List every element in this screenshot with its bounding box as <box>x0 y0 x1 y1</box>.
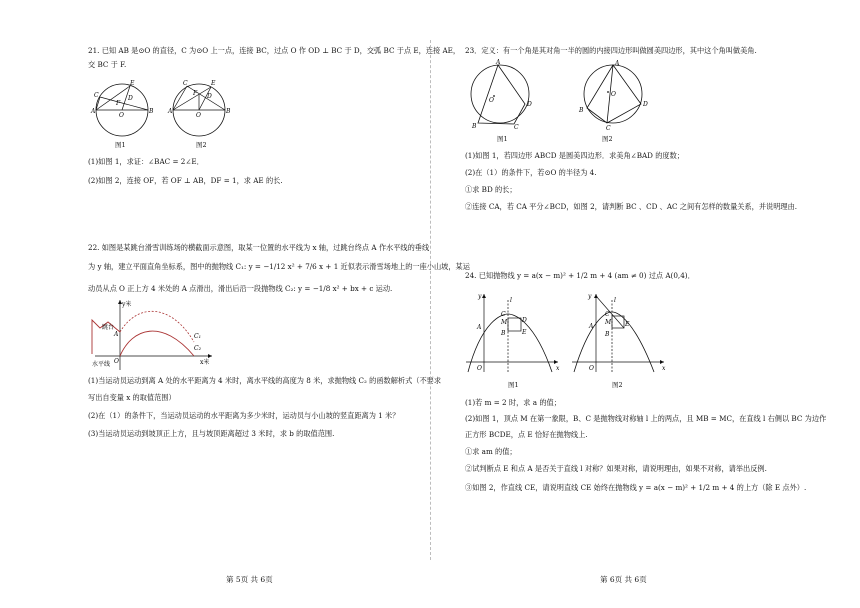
svg-text:l: l <box>614 297 616 304</box>
q22-part3: (3)当运动员运动到坡顶正上方，且与坡顶距离超过 3 米时，求 b 的取值范围. <box>88 429 335 438</box>
svg-text:y: y <box>588 293 592 300</box>
svg-text:M: M <box>501 319 508 326</box>
q21-line2: 交 BC 于 F. <box>88 60 127 69</box>
q24-figure2 <box>568 292 668 376</box>
q21-part2: (2)如图 2，连接 OF，若 OF ⊥ AB，DF = 1，求 AE 的长. <box>88 176 283 185</box>
left-footer: 第 5页 共 6页 <box>226 575 273 584</box>
q24-part2b: 正方形 BCDE，点 E 恰好在抛物线上. <box>465 430 588 439</box>
svg-text:F: F <box>116 100 121 107</box>
svg-text:B: B <box>472 123 477 130</box>
svg-text:B: B <box>605 331 610 338</box>
svg-text:E: E <box>625 321 630 328</box>
q21-figure1 <box>88 78 160 138</box>
q22-fig-shuipingxian: 水平线 <box>92 361 111 368</box>
svg-text:D: D <box>643 101 648 108</box>
svg-text:O: O <box>119 112 124 119</box>
svg-text:E: E <box>130 80 135 87</box>
q23-line1: 23．定义：有一个角是其对角一半的圆的内接四边形叫做圆美四边形，其中这个角叫做美角. <box>465 46 757 55</box>
q23-part1: (1)如图 1，若四边形 ABCD 是圆美四边形．求美角∠BAD 的度数； <box>465 151 684 160</box>
svg-text:l: l <box>510 297 512 304</box>
svg-text:O: O <box>477 365 482 372</box>
q22-fig-tiaotai: 跳台 <box>102 324 115 331</box>
svg-text:B: B <box>226 108 231 115</box>
page-divider <box>430 40 431 560</box>
q24-part2-iii: ③如图 2，作直线 CE，请说明直线 CE 始终在抛物线 y = a(x − m)² + 1/2 m + 4 的上方（除 E 点外）. <box>465 483 807 492</box>
svg-text:D: D <box>128 95 133 102</box>
svg-text:E: E <box>211 80 216 87</box>
q23-fig2-caption: 图2 <box>602 135 613 143</box>
q22-fig-C1: C₁ <box>194 333 201 340</box>
q22-line1: 22. 如图是某跳台滑雪训练场的横截面示意图，取某一位置的水平线为 x 轴，过跳台终点 A 作水平线的垂线 <box>88 243 430 252</box>
svg-text:A: A <box>91 108 96 115</box>
right-footer: 第 6页 共 6页 <box>600 575 647 584</box>
q24-figure1 <box>462 292 562 376</box>
svg-text:F: F <box>193 90 198 97</box>
svg-text:D: D <box>207 93 212 100</box>
q23-part2-ii: ②连接 CA，若 CA 平分∠BCD，如图 2，请判断 BC 、CD 、AC 之间有怎样的数量关系，并说明理由. <box>465 202 798 211</box>
svg-text:C: C <box>514 124 519 131</box>
q22-part1a: (1)当运动员运动到离 A 处的水平距离为 4 米时，离水平线的高度为 8 米，求抛物线 C₂ 的函数解析式（不要求 <box>88 376 442 385</box>
q21-fig2-caption: 图2 <box>196 141 207 149</box>
svg-text:D: D <box>522 317 527 324</box>
svg-text:B: B <box>579 107 584 114</box>
q22-fig-y-label: y米 <box>122 301 132 308</box>
q21-fig1-caption: 图1 <box>115 141 126 149</box>
svg-text:A: A <box>615 60 620 67</box>
svg-text:A: A <box>477 324 482 331</box>
q22-line2: 为 y 轴，建立平面直角坐标系，图中的抛物线 C₁: y = −1/12 x² + 7/6 x + 1 近似表示滑雪场地上的一座小山坡，某运 <box>88 262 470 271</box>
q24-part2-ii: ②试判断点 E 和点 A 是否关于直线 l 对称？如果对称，请说明理由，如果不对称，请举出反例. <box>465 464 767 473</box>
q24-line1: 24. 已知抛物线 y = a(x − m)² + 1/2 m + 4 (am ≠ 0) 过点 A(0,4)． <box>465 271 695 280</box>
svg-text:C: C <box>501 311 506 318</box>
svg-text:x: x <box>556 365 560 372</box>
q22-part2: (2)在（1）的条件下，当运动员运动的水平距离为多少米时，运动员与小山坡的竖直距离为 1 米？ <box>88 411 400 420</box>
q22-fig-x-label: x米 <box>200 359 210 366</box>
q22-figure <box>90 298 215 372</box>
svg-text:B: B <box>149 108 154 115</box>
svg-text:C: C <box>183 80 188 87</box>
svg-text:M: M <box>605 319 612 326</box>
svg-text:C: C <box>94 92 99 99</box>
svg-text:E: E <box>522 329 527 336</box>
svg-text:C: C <box>606 125 611 132</box>
svg-text:y: y <box>478 293 482 300</box>
q23-fig1-caption: 图1 <box>497 135 508 143</box>
q21-figure2 <box>165 78 237 138</box>
q24-part2a: (2)如图 1，顶点 M 在第一象限，B、C 是抛物线对称轴 l 上的两点，且 MB = MC，在直线 l 右侧以 BC 为边作 <box>465 414 827 423</box>
q23-part2-i: ①求 BD 的长； <box>465 185 517 194</box>
q24-part1: (1)若 m = 2 时，求 a 的值； <box>465 398 561 407</box>
q22-line3: 动员从点 O 正上方 4 米处的 A 点滑出，滑出后沿一段抛物线 C₂: y = −1/8 x² + bx + c 运动. <box>88 284 393 293</box>
q22-fig-O: O <box>114 358 119 365</box>
q22-fig-A: A <box>114 331 119 338</box>
svg-text:C: C <box>605 311 610 318</box>
svg-text:O: O <box>196 112 201 119</box>
q23-figure1 <box>462 60 544 130</box>
svg-text:A: A <box>589 323 594 330</box>
q23-figure2 <box>573 60 655 130</box>
q22-fig-C2: C₂ <box>194 345 201 352</box>
q24-fig1-caption: 图1 <box>508 381 519 389</box>
svg-text:O: O <box>611 91 616 98</box>
q21-line1: 21. 已知 AB 是⊙O 的直径，C 为⊙O 上一点，连接 BC，过点 O 作 OD ⊥ BC 于 D，交弧 BC 于点 E，连接 AE， <box>88 46 461 55</box>
q24-part2-i: ①求 am 的值； <box>465 447 517 456</box>
svg-text:D: D <box>527 101 532 108</box>
svg-text:O: O <box>589 365 594 372</box>
svg-text:A: A <box>168 108 173 115</box>
svg-text:B: B <box>501 330 506 337</box>
q24-fig2-caption: 图2 <box>612 381 623 389</box>
svg-text:A: A <box>496 59 501 66</box>
q21-part1: (1)如图 1，求证：∠BAC = 2∠E． <box>88 157 204 166</box>
q23-part2: (2)在（1）的条件下，若⊙O 的半径为 4. <box>465 168 597 177</box>
svg-text:O: O <box>489 97 494 104</box>
svg-text:x: x <box>662 365 666 372</box>
q22-part1b: 写出自变量 x 的取值范围） <box>88 393 176 402</box>
